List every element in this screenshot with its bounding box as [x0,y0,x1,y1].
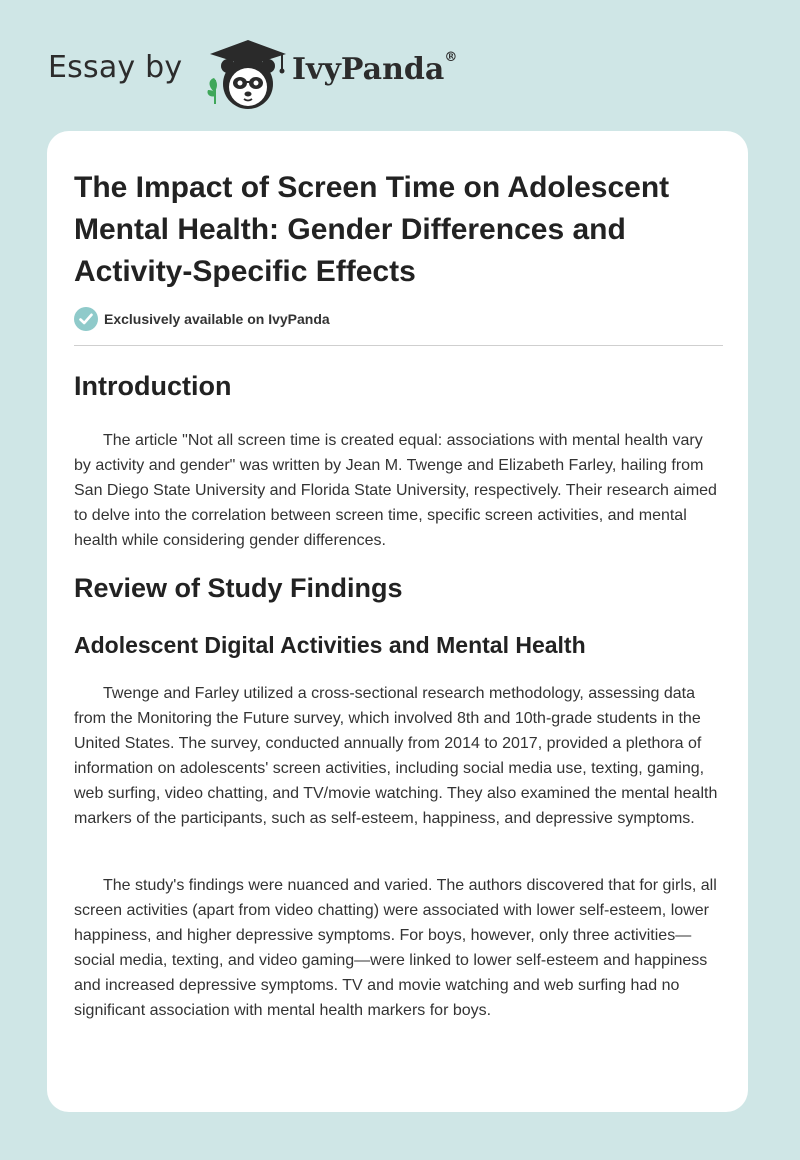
paragraph-methodology: Twenge and Farley utilized a cross-sectional research methodology, assessing data from the Monitoring the Future survey, which involved 8th and 10th-grade students in the United States. The survey, conducted annually from 2014 to 2017, provided a plethora of information on adolescents' screen activities, including social media use, texting, gaming, web surfing, video chatting, and TV/movie watching. They also examined the mental health markers of the participants, such as self-esteem, happiness, and depressive symptoms. [74,685,718,827]
essay-card [47,131,748,1112]
section-heading-review: Review of Study Findings [74,573,403,603]
panda-graduate-icon [200,34,290,112]
essay-title: The Impact of Screen Time on Adolescent Mental Health: Gender Differences and Activity-Specific Effects [74,171,670,288]
exclusive-badge-label: Exclusively available on IvyPanda [104,311,330,327]
check-circle-icon [74,307,98,331]
brand-name[interactable] [292,52,457,87]
title-divider [74,345,723,346]
brand-name-text: IvyPanda [292,52,445,87]
ivypanda-logo[interactable] [200,34,290,112]
site-header [0,0,800,125]
section-heading-introduction: Introduction [74,371,232,401]
registered-mark: ® [444,50,458,65]
paragraph-findings: The study's findings were nuanced and varied. The authors discovered that for girls, all screen activities (apart from video chatting) were associated with lower self-esteem, lower happiness, and higher depressive symptoms. For boys, however, only three activities—social media, texting, and video gaming—were linked to lower self-esteem and happiness and increased depressive symptoms. TV and movie watching and web surfing had no significant association with mental health markers for boys. [74,877,717,1019]
subsection-heading-digital-activities: Adolescent Digital Activities and Mental Health [74,632,586,658]
paragraph-introduction: The article "Not all screen time is created equal: associations with mental health vary by activity and gender" was written by Jean M. Twenge and Elizabeth Farley, hailing from San Diego State University and Florida State University, respectively. Their research aimed to delve into the correlation between screen time, specific screen activities, and mental health while considering gender differences. [74,432,717,549]
essay-by-label: Essay by [48,50,183,85]
exclusive-badge [74,307,330,331]
